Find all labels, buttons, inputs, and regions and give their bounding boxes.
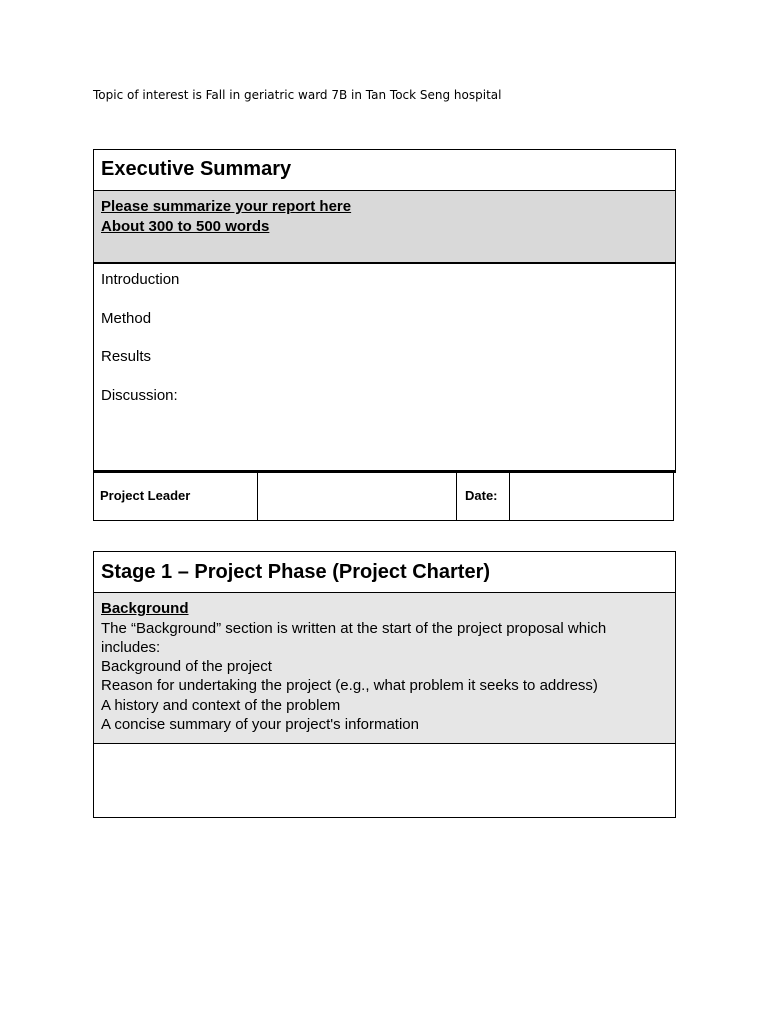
project-leader-label: Project Leader [100,488,191,503]
stage1-title-cell [93,551,676,593]
date-label-cell [456,472,510,521]
project-leader-value-cell[interactable] [257,472,457,521]
date-label: Date: [465,488,498,503]
background-heading: Background [101,600,189,617]
stage1-title: Stage 1 – Project Phase (Project Charter) [101,561,491,583]
executive-summary-title-cell [93,149,676,191]
instruction-line-1: Please summarize your report here [101,198,352,215]
date-value-cell[interactable] [509,472,674,521]
background-instruction-cell [93,592,676,744]
section-results: Results [101,348,152,365]
executive-summary-title: Executive Summary [101,158,292,180]
executive-summary-body-cell[interactable] [93,263,676,473]
background-item: A history and context of the problem [101,697,341,714]
section-introduction: Introduction [101,271,180,288]
section-discussion [101,386,178,405]
background-body-cell[interactable] [93,743,676,818]
executive-summary-table [93,149,676,521]
topic-line: Topic of interest is Fall in geriatric ward 7B in Tan Tock Seng hospital [93,88,502,102]
stage1-table [93,551,676,818]
section-method: Method [101,310,152,327]
section-discussion-label: Discussion: [101,387,178,404]
background-line-2: includes: [101,639,161,656]
instruction-line-2: About 300 to 500 words [101,218,270,235]
project-leader-label-cell [93,472,258,521]
background-line-1: The “Background” section is written at the start of the project proposal which [101,620,607,637]
executive-summary-instruction-cell [93,190,676,264]
background-item: Reason for undertaking the project (e.g., what problem it seeks to address) [101,677,598,694]
background-item: Background of the project [101,658,272,675]
background-item: A concise summary of your project's information [101,716,419,733]
